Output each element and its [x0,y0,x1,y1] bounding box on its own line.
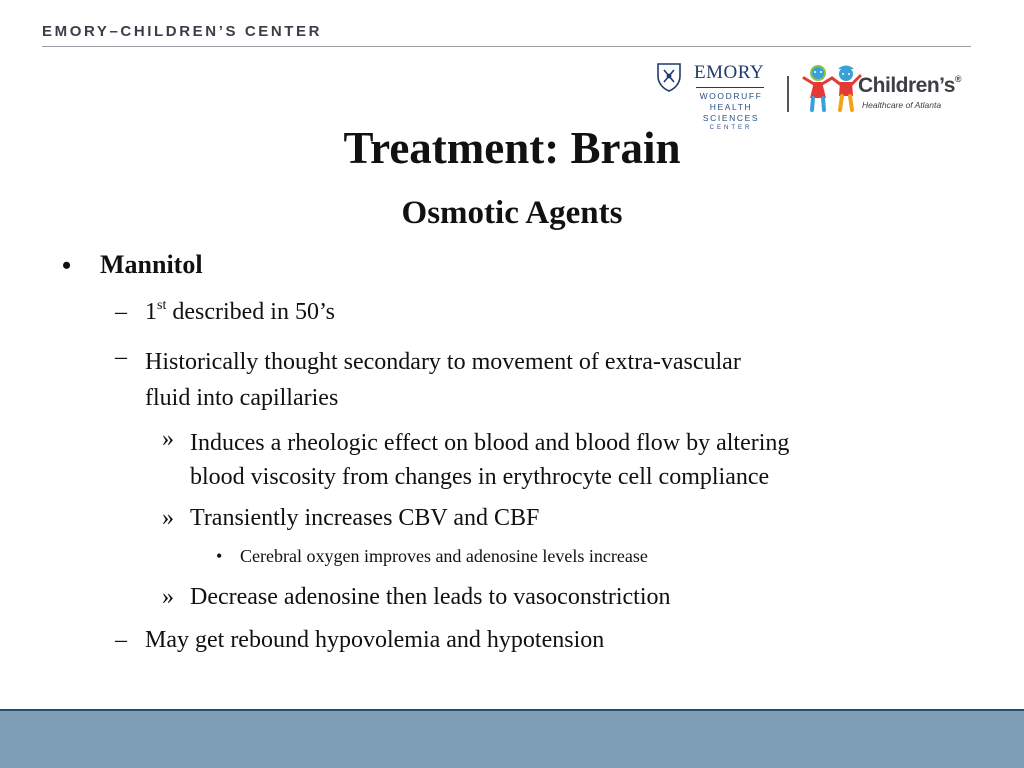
slide-subtitle: Osmotic Agents [401,195,623,231]
children-figures-icon [802,62,864,114]
sub-sub-item-line: blood viscosity from changes in erythrocyte cell compliance [190,464,770,490]
bullet-marker: • [62,251,72,280]
ordinal-number: 1 [145,299,157,325]
emory-logo-rule [696,87,764,88]
dash-marker: – [115,299,127,325]
sub-item-rebound: May get rebound hypovolemia and hypotension [145,627,605,653]
dash-marker: – [115,344,127,370]
sub-item-historically [145,344,741,416]
sub-item-first-described [145,299,335,326]
emory-sub-line: CENTER [709,125,753,131]
emory-logo-name: EMORY [694,62,765,83]
bullet-item-mannitol: Mannitol [100,250,203,279]
emory-shield-icon [656,62,682,92]
detail-item-cerebral-oxygen: Cerebral oxygen improves and adenosine levels increase [240,546,648,566]
chevron-marker: » [162,584,174,610]
emory-sub-line: HEALTH [709,102,753,112]
sub-item-line: fluid into capillaries [145,385,339,411]
childrens-logo-name-text: Children’s [858,74,955,97]
header-org-label: EMORY–CHILDREN’S CENTER [42,23,323,40]
childrens-logo-name [858,74,961,98]
sub-sub-item-induces [190,426,789,494]
chevron-marker: » [162,505,174,531]
dash-marker: – [115,627,127,653]
emory-sub-line: WOODRUFF [699,91,763,101]
footer-band [0,711,1024,768]
ordinal-suffix: st [157,298,167,313]
emory-sub-line: SCIENCES [702,113,760,123]
sub-item-line: Historically thought secondary to movement of extra-vascular [145,349,741,375]
chevron-marker: » [162,426,174,452]
sub-sub-item-decrease-adenosine: Decrease adenosine then leads to vasoconstriction [190,584,671,610]
header-rule [42,46,971,47]
small-bullet-marker: • [216,546,223,566]
logo-separator [787,76,789,112]
registered-mark: ® [954,74,962,84]
sub-item-text: described in 50’s [166,299,335,325]
sub-sub-item-transiently: Transiently increases CBV and CBF [190,505,540,531]
sub-sub-item-line: Induces a rheologic effect on blood and blood flow by altering [190,430,790,456]
slide-title: Treatment: Brain [343,123,681,173]
childrens-logo-subtitle: Healthcare of Atlanta [862,100,942,110]
